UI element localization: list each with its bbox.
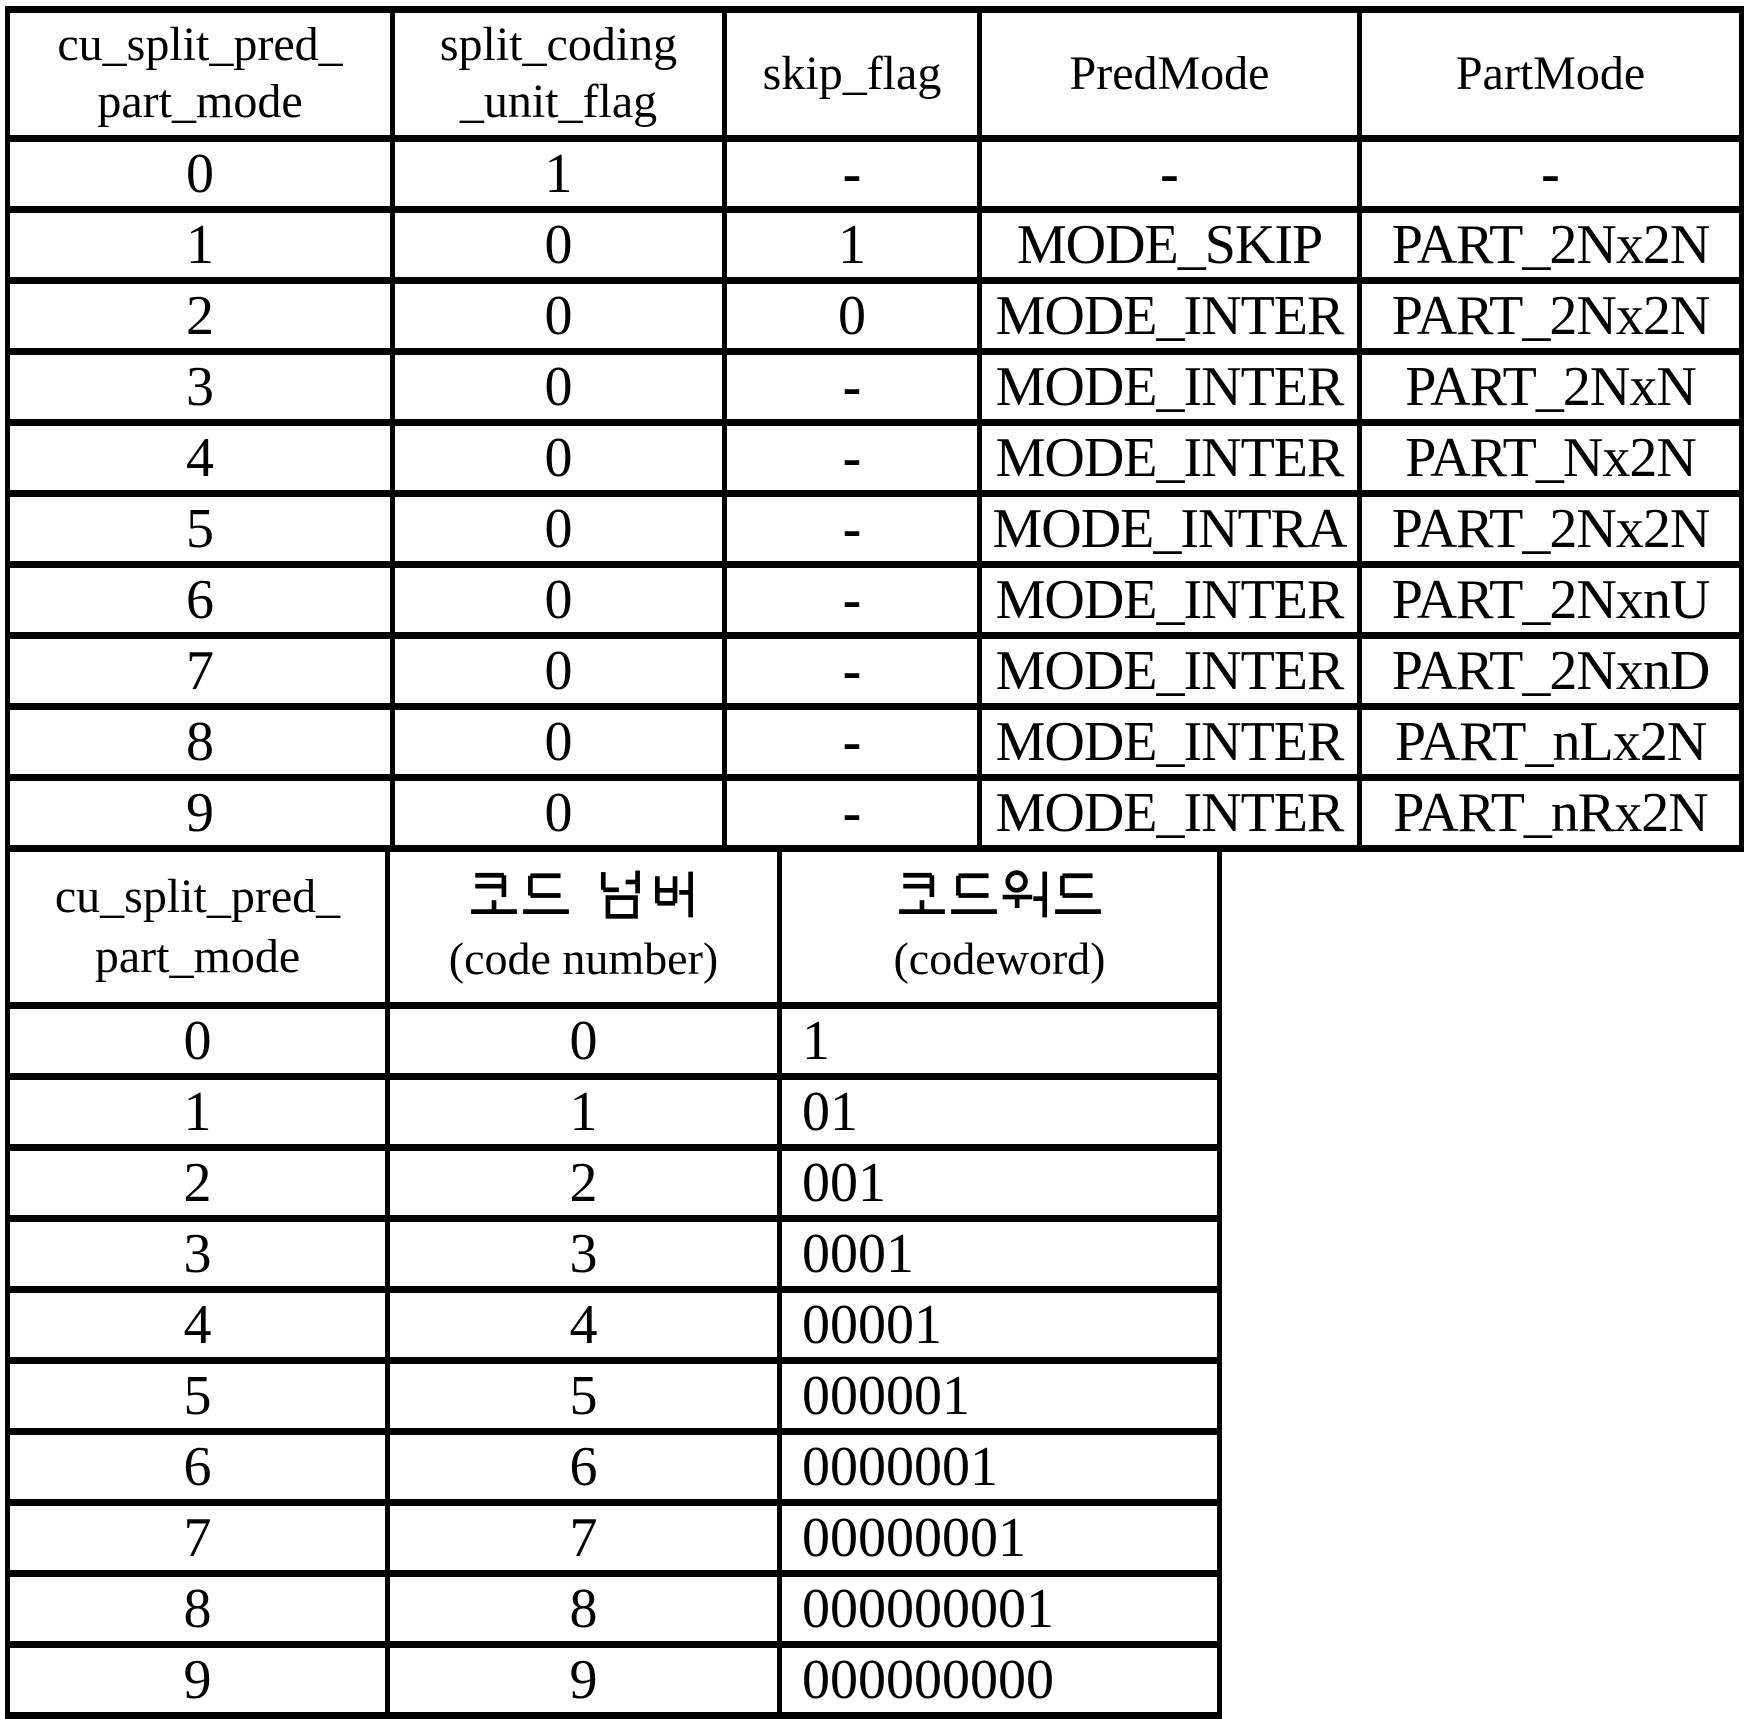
cell-pred-mode: MODE_INTRA xyxy=(980,494,1360,565)
cell-part-mode: PART_2NxN xyxy=(1360,352,1742,423)
cell-part-mode: PART_nRx2N xyxy=(1360,778,1742,849)
header-line: part_mode xyxy=(97,75,303,128)
table-row xyxy=(8,707,1742,778)
cell-skip-flag: - xyxy=(725,707,980,778)
cell-codeword: 0000001 xyxy=(780,1432,1220,1503)
table-header-row xyxy=(8,849,1220,1006)
table-header-row xyxy=(8,10,1742,139)
cell-skip-flag: - xyxy=(725,352,980,423)
korean-title-code-number xyxy=(390,863,777,927)
cell-codeword: 000000000 xyxy=(780,1645,1220,1716)
cell-pred-mode: - xyxy=(980,139,1360,210)
header-line: cu_split_pred_ xyxy=(54,870,341,923)
header-line: _unit_flag xyxy=(459,75,658,128)
cell-split-flag: 0 xyxy=(393,494,725,565)
cell-split-flag: 1 xyxy=(393,139,725,210)
cell-pred-mode: MODE_INTER xyxy=(980,707,1360,778)
cell-mode-index: 5 xyxy=(8,1361,388,1432)
table-row xyxy=(8,565,1742,636)
cell-mode-index: 8 xyxy=(8,707,393,778)
korean-title-codeword xyxy=(782,863,1217,927)
cell-part-mode: PART_2NxnU xyxy=(1360,565,1742,636)
codeword-table xyxy=(5,845,1222,1719)
cell-skip-flag: - xyxy=(725,423,980,494)
cell-code-number: 3 xyxy=(388,1219,780,1290)
table-row xyxy=(8,1645,1220,1716)
cell-codeword: 00000001 xyxy=(780,1503,1220,1574)
hangul-deu-icon xyxy=(1052,869,1104,921)
table-row xyxy=(8,1432,1220,1503)
cell-mode-index: 3 xyxy=(8,352,393,423)
cell-pred-mode: MODE_INTER xyxy=(980,352,1360,423)
cell-skip-flag: - xyxy=(725,565,980,636)
table-row xyxy=(8,1148,1220,1219)
header-line: split_coding xyxy=(439,18,678,72)
hangul-ko-icon xyxy=(896,869,948,921)
cell-pred-mode: MODE_INTER xyxy=(980,281,1360,352)
cell-codeword: 1 xyxy=(780,1006,1220,1077)
cell-pred-mode: MODE_SKIP xyxy=(980,210,1360,281)
cell-code-number: 5 xyxy=(388,1361,780,1432)
cell-skip-flag: - xyxy=(725,778,980,849)
cell-pred-mode: MODE_INTER xyxy=(980,778,1360,849)
cell-mode-index: 4 xyxy=(8,423,393,494)
table-row xyxy=(8,494,1742,565)
cell-mode-index: 1 xyxy=(8,210,393,281)
cell-pred-mode: MODE_INTER xyxy=(980,636,1360,707)
hangul-ko-icon xyxy=(468,869,520,921)
table-row xyxy=(8,1361,1220,1432)
table-row xyxy=(8,423,1742,494)
cell-code-number: 2 xyxy=(388,1148,780,1219)
cell-mode-index: 0 xyxy=(8,1006,388,1077)
cell-mode-index: 4 xyxy=(8,1290,388,1361)
cell-mode-index: 0 xyxy=(8,139,393,210)
cell-split-flag: 0 xyxy=(393,423,725,494)
header-line: part_mode xyxy=(94,930,301,983)
cell-mode-index: 3 xyxy=(8,1219,388,1290)
table-row xyxy=(8,1219,1220,1290)
cell-part-mode: PART_2Nx2N xyxy=(1360,281,1742,352)
table-row xyxy=(8,778,1742,849)
cell-pred-mode: MODE_INTER xyxy=(980,423,1360,494)
cell-skip-flag: - xyxy=(725,494,980,565)
cell-code-number: 0 xyxy=(388,1006,780,1077)
table-row xyxy=(8,1574,1220,1645)
table-row xyxy=(8,1290,1220,1361)
cell-codeword: 0001 xyxy=(780,1219,1220,1290)
header-split-coding-unit-flag xyxy=(393,10,725,139)
cell-mode-index: 5 xyxy=(8,494,393,565)
header-skip-flag: skip_flag xyxy=(725,10,980,139)
table-row xyxy=(8,210,1742,281)
cell-part-mode: PART_Nx2N xyxy=(1360,423,1742,494)
cell-mode-index: 8 xyxy=(8,1574,388,1645)
patent-figure-page xyxy=(0,6,1744,1714)
cell-code-number: 6 xyxy=(388,1432,780,1503)
cell-codeword: 001 xyxy=(780,1148,1220,1219)
cell-split-flag: 0 xyxy=(393,281,725,352)
cell-split-flag: 0 xyxy=(393,210,725,281)
cell-mode-index: 9 xyxy=(8,1645,388,1716)
header-cu-split-pred-part-mode xyxy=(8,849,388,1006)
cell-skip-flag: 1 xyxy=(725,210,980,281)
cell-part-mode: PART_2Nx2N xyxy=(1360,494,1742,565)
cell-split-flag: 0 xyxy=(393,352,725,423)
word-space xyxy=(572,894,596,895)
cell-code-number: 1 xyxy=(388,1077,780,1148)
cell-pred-mode: MODE_INTER xyxy=(980,565,1360,636)
cell-mode-index: 9 xyxy=(8,778,393,849)
header-codeword xyxy=(780,849,1220,1006)
header-pred-mode: PredMode xyxy=(980,10,1360,139)
header-code-number xyxy=(388,849,780,1006)
cell-mode-index: 2 xyxy=(8,281,393,352)
hangul-neom-icon xyxy=(596,869,648,921)
hangul-wo-icon xyxy=(1000,869,1052,921)
cell-codeword: 000001 xyxy=(780,1361,1220,1432)
table-row xyxy=(8,1006,1220,1077)
cell-codeword: 000000001 xyxy=(780,1574,1220,1645)
header-line: (code number) xyxy=(448,932,719,984)
hangul-deu-icon xyxy=(948,869,1000,921)
table-row xyxy=(8,1077,1220,1148)
cell-split-flag: 0 xyxy=(393,707,725,778)
cell-skip-flag: - xyxy=(725,139,980,210)
cell-skip-flag: - xyxy=(725,636,980,707)
cell-split-flag: 0 xyxy=(393,565,725,636)
cell-code-number: 4 xyxy=(388,1290,780,1361)
table-row xyxy=(8,139,1742,210)
hangul-beo-icon xyxy=(648,869,700,921)
cell-mode-index: 2 xyxy=(8,1148,388,1219)
cell-mode-index: 1 xyxy=(8,1077,388,1148)
table-row xyxy=(8,1503,1220,1574)
table-row xyxy=(8,352,1742,423)
cell-codeword: 01 xyxy=(780,1077,1220,1148)
header-line: cu_split_pred_ xyxy=(57,18,343,72)
table-row xyxy=(8,281,1742,352)
cell-part-mode: PART_2NxnD xyxy=(1360,636,1742,707)
cell-split-flag: 0 xyxy=(393,778,725,849)
cell-code-number: 7 xyxy=(388,1503,780,1574)
cell-mode-index: 7 xyxy=(8,636,393,707)
header-line: (codeword) xyxy=(893,932,1106,984)
cell-code-number: 8 xyxy=(388,1574,780,1645)
header-part-mode: PartMode xyxy=(1360,10,1742,139)
cell-skip-flag: 0 xyxy=(725,281,980,352)
cell-codeword: 00001 xyxy=(780,1290,1220,1361)
cell-part-mode: PART_2Nx2N xyxy=(1360,210,1742,281)
cell-mode-index: 6 xyxy=(8,1432,388,1503)
cell-part-mode: PART_nLx2N xyxy=(1360,707,1742,778)
table-row xyxy=(8,636,1742,707)
header-cu-split-pred-part-mode xyxy=(8,10,393,139)
cell-split-flag: 0 xyxy=(393,636,725,707)
cell-mode-index: 6 xyxy=(8,565,393,636)
cell-code-number: 9 xyxy=(388,1645,780,1716)
cell-mode-index: 7 xyxy=(8,1503,388,1574)
pred-part-mode-table xyxy=(5,6,1744,852)
cell-part-mode: - xyxy=(1360,139,1742,210)
hangul-deu-icon xyxy=(520,869,572,921)
